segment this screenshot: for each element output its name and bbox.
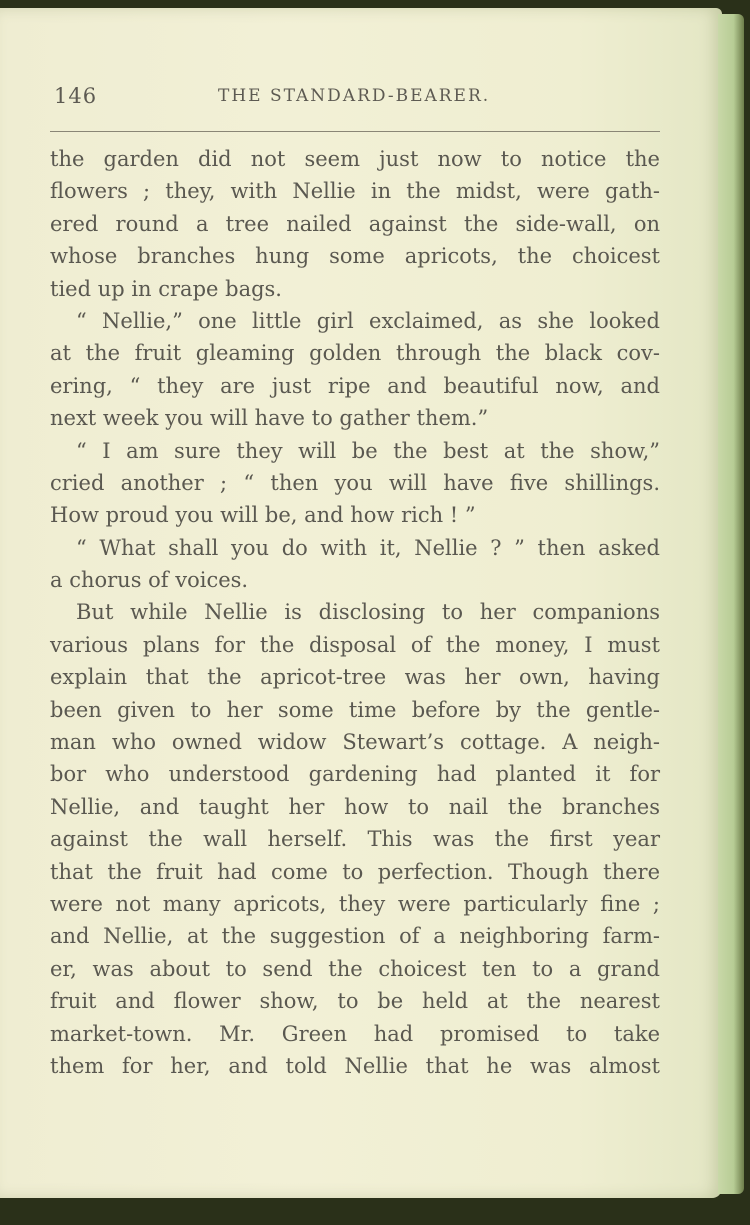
text-line: the garden did not seem just now to notice the (50, 147, 660, 171)
text-line: ering, “ they are just ripe and beautiful now, and (50, 373, 660, 398)
text-line: “ Nellie,” one little girl exclaimed, as she looked (76, 308, 660, 333)
text-line: But while Nellie is disclosing to her companions (76, 600, 660, 625)
text-line: cried another ; “ then you will have five shillings. (50, 470, 660, 495)
page-number: 146 (54, 84, 98, 108)
text-line: next week you will have to gather them.” (50, 406, 489, 431)
text-line: them for her, and told Nellie that he was almost (50, 1053, 660, 1078)
text-line: explain that the apricot-tree was her own, having (50, 665, 660, 690)
text-line: ered round a tree nailed against the side-wall, on (50, 211, 660, 236)
text-line: Nellie, and taught her how to nail the branches (50, 794, 660, 819)
running-title: THE STANDARD-BEARER. (218, 86, 491, 106)
text-line: How proud you will be, and how rich ! ” (50, 503, 476, 528)
text-line: and Nellie, at the suggestion of a neighboring farm- (50, 924, 660, 949)
text-line: a chorus of voices. (50, 568, 249, 593)
text-line: various plans for the disposal of the money, I must (50, 632, 660, 657)
text-line: “ I am sure they will be the best at the show,” (76, 438, 660, 463)
text-line: against the wall herself. This was the first year (50, 827, 660, 852)
text-line: man who owned widow Stewart’s cottage. A neigh- (50, 730, 660, 755)
text-line: bor who understood gardening had planted it for (50, 762, 660, 787)
text-line: whose branches hung some apricots, the choicest (50, 244, 660, 269)
text-line: been given to her some time before by the gentle- (50, 697, 660, 722)
header-rule (50, 131, 660, 132)
text-line: flowers ; they, with Nellie in the midst, were gath- (50, 179, 660, 204)
text-line: at the fruit gleaming golden through the black cov- (50, 341, 660, 366)
text-line: tied up in crape bags. (50, 276, 282, 301)
text-line: er, was about to send the choicest ten to a grand (50, 956, 660, 981)
text-line: were not many apricots, they were particularly fine ; (50, 891, 660, 916)
text-line: “ What shall you do with it, Nellie ? ” then asked (76, 535, 660, 560)
page-edge (718, 14, 744, 1194)
text-line: market-town. Mr. Green had promised to take (50, 1021, 660, 1046)
page-header (0, 84, 722, 114)
body-text (50, 143, 660, 1082)
page-sheet (0, 8, 722, 1198)
text-line: fruit and flower show, to be held at the nearest (50, 989, 660, 1014)
text-line: that the fruit had come to perfection. Though there (50, 859, 660, 884)
